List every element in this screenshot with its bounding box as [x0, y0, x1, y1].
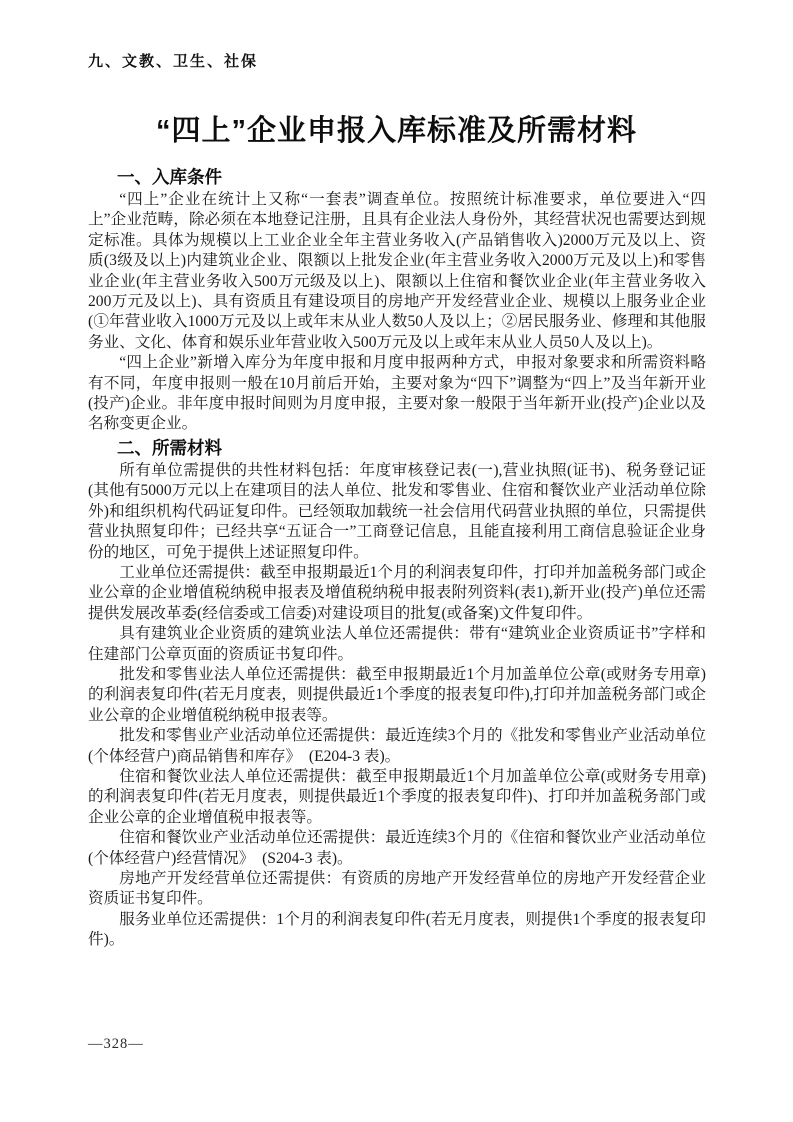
- page-title: “四上”企业申报入库标准及所需材料: [155, 115, 637, 147]
- paragraph-industry-units: 工业单位还需提供：截至申报期最近1个月的利润表复印件，打印并加盖税务部门或企业公章的企业增值税纳税申报表及增值税纳税申报表附列资料(表1),新开业(投产)单位还需提供发展改革委(经信委或工信委)对建设项目的批复(或备案)文件复印件。: [88, 563, 706, 622]
- paragraph-service-units: 服务业单位还需提供：1个月的利润表复印件(若无月度表，则提供1个季度的报表复印件)。: [88, 910, 706, 949]
- paragraph-construction-units: 具有建筑业企业资质的建筑业法人单位还需提供：带有“建筑业企业资质证书”字样和住建部门公章页面的资质证书复印件。: [88, 625, 706, 663]
- chapter-header: 九、文教、卫生、社保: [88, 53, 259, 70]
- paragraph-wholesale-retail-legal-units: 批发和零售业法人单位还需提供：截至申报期最近1个月加盖单位公章(或财务专用章)的利润表复印件(若无月度表，则提供最近1个季度的报表复印件),打印并加盖税务部门或企业公章的企业增值税纳税申报表等。: [88, 665, 706, 724]
- paragraph-wholesale-retail-activity-units: 批发和零售业产业活动单位还需提供：最近连续3个月的《批发和零售业产业活动单位(个体经营户)商品销售和库存》 (E204-3 表)。: [88, 727, 706, 765]
- section-heading-required-materials: 二、所需材料: [117, 437, 222, 458]
- paragraph-hotel-catering-activity-units: 住宿和餐饮业产业活动单位还需提供：最近连续3个月的《住宿和餐饮业产业活动单位(个体经营户)经营情况》 (S204-3 表)。: [88, 829, 706, 867]
- paragraph-real-estate-units: 房地产开发经营单位还需提供：有资质的房地产开发经营单位的房地产开发经营企业资质证书复印件。: [88, 870, 706, 908]
- paragraph-hotel-catering-legal-units: 住宿和餐饮业法人单位还需提供：截至申报期最近1个月加盖单位公章(或财务专用章)的利润表复印件(若无月度表，则提供最近1个季度的报表复印件)、打印并加盖税务部门或企业公章的企业增值税申报表等。: [88, 767, 706, 826]
- document-body: [88, 164, 706, 951]
- section-heading-entry-conditions: 一、入库条件: [117, 167, 222, 187]
- paragraph-entry-overview: “四上”企业在统计上又称“一套表”调查单位。按照统计标准要求，单位要进入“四上”企业范畴，除必须在本地登记注册，且具有企业法人身份外，其经营状况也需要达到规定标准。具体为规模以上工业企业全年主营业务收入(产品销售收入)2000万元及以上、资质(3级及以上)内建筑业企业、限额以上批发企业(年主营业务收入2000万元及以上)和零售业企业(年主营业务收入500万元级及以上)、限额以上住宿和餐饮业企业(年主营业务收入200万元及以上)、具有资质且有建设项目的房地产开发经营业企业、规模以上服务业企业(①年营业收入1000万元及以上或年末从业人数50人及以上；②居民服务业、修理和其他服务业、文化、体育和娱乐业年营业收入500万元及以上或年末从业人员50人及以上)。: [88, 191, 706, 351]
- page-number: —328—: [88, 1036, 144, 1052]
- paragraph-common-materials: 所有单位需提供的共性材料包括：年度审核登记表(一),营业执照(证书)、税务登记证(其他有5000万元以上在建项目的法人单位、批发和零售业、住宿和餐饮业产业活动单位除外)和组织机构代码证复印件。已经领取加载统一社会信用代码营业执照的单位，只需提供营业执照复印件；已经共享“五证合一”工商登记信息，且能直接利用工商信息验证企业身份的地区，可免于提供上述证照复印件。: [88, 461, 706, 561]
- paragraph-declaration-modes: “四上企业”新增入库分为年度申报和月度申报两种方式，申报对象要求和所需资料略有不同，年度申报则一般在10月前后开始，主要对象为“四下”调整为“四上”及当年新开业(投产)企业。非年度申报时间则为月度申报，主要对象一般限于当年新开业(投产)企业以及名称变更企业。: [88, 354, 706, 433]
